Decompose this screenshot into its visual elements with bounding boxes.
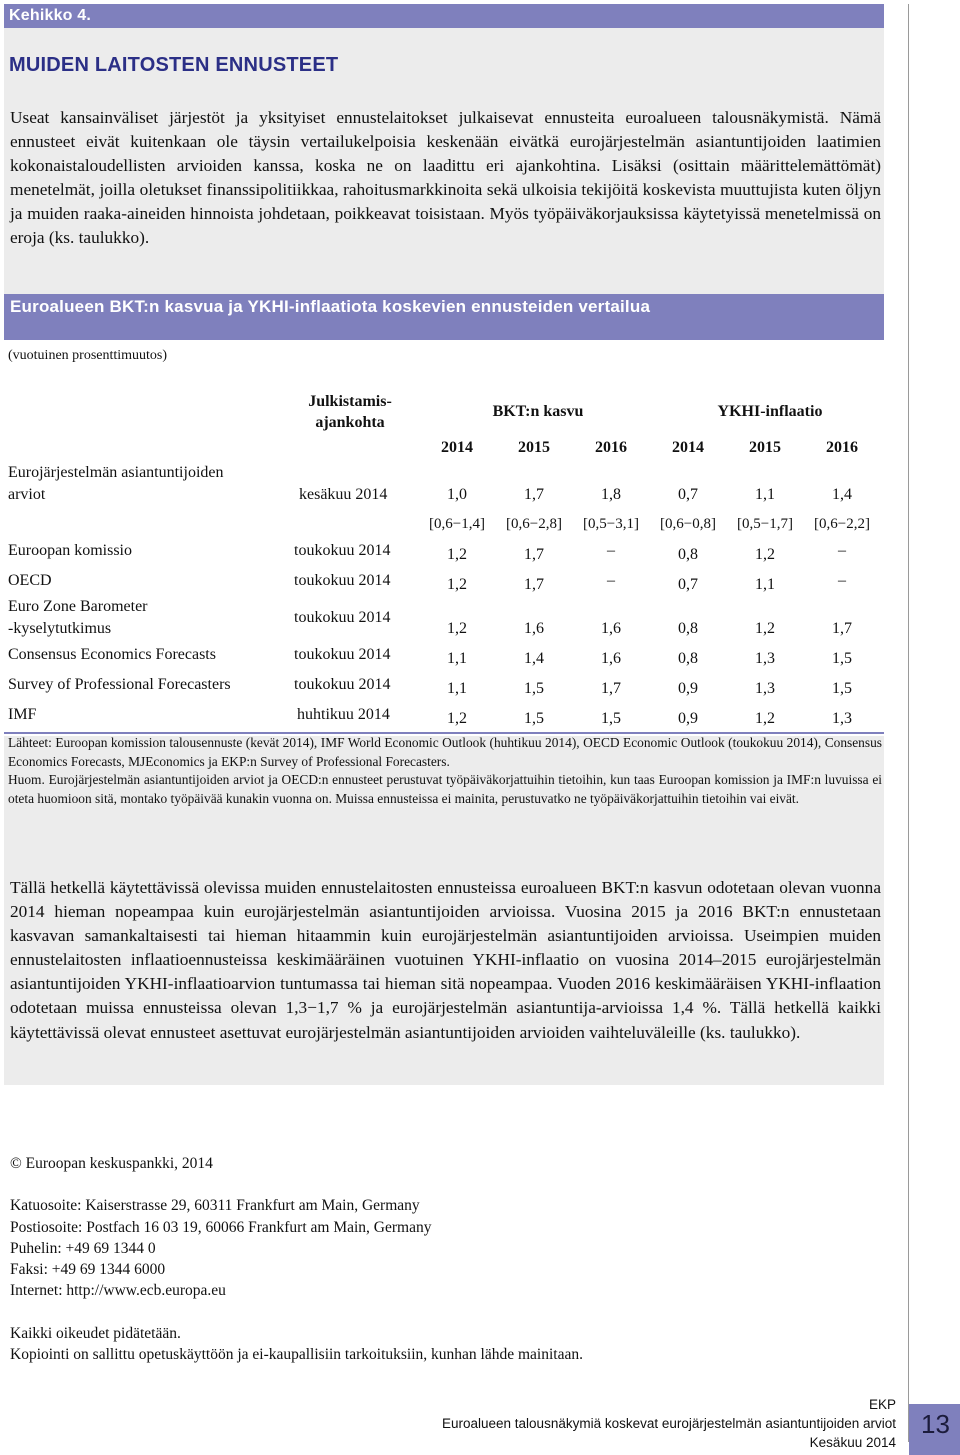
- year-header: 2016: [826, 439, 858, 456]
- table-title: Euroalueen BKT:n kasvua ja YKHI-inflaatiota koskevien ennusteiden vertailua: [10, 297, 651, 316]
- table-cell: 0,7: [678, 486, 698, 503]
- row-date: toukokuu 2014: [294, 676, 391, 693]
- table-cell: 1,6: [524, 620, 544, 637]
- table-cell: 1,5: [601, 710, 621, 727]
- table-note: Huom. Eurojärjestelmän asiantuntijoiden arviot ja OECD:n ennusteet perustuvat työpäiväkorjattuihin tietoihin, kun taas Euroopan komission ja IMF:n luvuissa ei oteta huomioon sitä, montako työpäivää kunakin vuonna on. Muissa ennusteissa ei mainita, perustuvatko ne työpäiväkorjattuihin tietoihin vai eivät.: [8, 772, 882, 806]
- table-cell: 1,7: [524, 546, 544, 563]
- table-cell: 1,3: [755, 680, 775, 697]
- row-date: toukokuu 2014: [294, 646, 391, 663]
- table-cell: 1,7: [524, 576, 544, 593]
- row-name: Survey of Professional Forecasters: [8, 676, 231, 693]
- year-header: 2016: [595, 439, 627, 456]
- row-date: huhtikuu 2014: [297, 706, 390, 723]
- table-cell: 0,8: [678, 620, 698, 637]
- table-cell: –: [607, 542, 615, 559]
- row-date: toukokuu 2014: [294, 542, 391, 559]
- row-date: toukokuu 2014: [294, 572, 391, 589]
- table-cell: –: [607, 572, 615, 589]
- footer-publication: Euroalueen talousnäkymiä koskevat eurojärjestelmän asiantuntijoiden arviot: [441, 1416, 896, 1431]
- row-name: OECD: [8, 572, 52, 589]
- footer-org: EKP: [868, 1397, 896, 1412]
- chapter-bar: [4, 4, 884, 28]
- section-title: MUIDEN LAITOSTEN ENNUSTEET: [9, 54, 339, 76]
- table-cell: 1,5: [524, 710, 544, 727]
- margin-rule: [908, 4, 909, 1442]
- copyright: © Euroopan keskuspankki, 2014: [10, 1155, 213, 1172]
- internet-link[interactable]: Internet: http://www.ecb.europa.eu: [10, 1282, 226, 1299]
- row-date: toukokuu 2014: [294, 609, 391, 626]
- table-cell: 1,1: [755, 576, 775, 593]
- table-cell: 1,2: [755, 710, 775, 727]
- range-cell: [0,5−3,1]: [583, 516, 639, 532]
- table-cell: 1,2: [447, 546, 467, 563]
- row-name-line2: -kyselytutkimus: [8, 620, 112, 637]
- footer-date: Kesäkuu 2014: [809, 1435, 896, 1450]
- table-cell: 1,3: [832, 710, 852, 727]
- range-cell: [0,6−0,8]: [660, 516, 716, 532]
- table-cell: 0,9: [678, 680, 698, 697]
- table-cell: –: [838, 542, 846, 559]
- table-cell: 1,8: [601, 486, 621, 503]
- header-gdp: BKT:n kasvu: [492, 403, 584, 420]
- range-cell: [0,6−1,4]: [429, 516, 485, 532]
- table-cell: 1,0: [447, 486, 467, 503]
- fax: Faksi: +49 69 1344 6000: [10, 1261, 166, 1278]
- table-cell: 1,4: [524, 650, 544, 667]
- table-cell: 1,1: [447, 650, 467, 667]
- postal-address: Postiosoite: Postfach 16 03 19, 60066 Frankfurt am Main, Germany: [10, 1219, 432, 1236]
- table-cell: 1,2: [447, 576, 467, 593]
- closing-paragraph: Tällä hetkellä käytettävissä olevissa muiden ennustelaitosten ennusteissa euroalueen BKT:n kasvun odotetaan olevan vuonna 2014 hieman nopeampaa kuin eurojärjestelmän asiantuntijoiden arvioissa. Vuosina 2015 ja 2016 BKT:n ennustetaan kasvavan samankaltaisesti tai hieman hitaammin kuin eurojärjestelmän asiantuntijoiden arvioissa. Useimpien muiden ennustelaitosten inflaatioennusteissa keskimääräinen vuotuinen YKHI-inflaatio on vuosina 2014–2015 eurojärjestelmän asiantuntijoiden YKHI-inflaatioarvion tuntumassa tai hieman sitä nopeampaa. Vuoden 2016 keskimääräisen YKHI-inflaation odotetaan muissa ennusteissa olevan 1,3−1,7 % ja eurojärjestelmän asiantuntija-arvioissa 1,4 %. Tällä hetkellä kaikki käytettävissä olevat ennusteet asettuvat eurojärjestelmän asiantuntijoiden arvioiden vaihteluväleille (ks. taulukko).: [10, 878, 881, 1042]
- table-cell: 0,8: [678, 650, 698, 667]
- table-unit: (vuotuinen prosenttimuutos): [8, 348, 168, 363]
- table-cell: 1,2: [447, 710, 467, 727]
- header-date-line1: Julkistamis-: [308, 393, 392, 410]
- table-cell: 1,7: [601, 680, 621, 697]
- year-header: 2015: [518, 439, 550, 456]
- row-name-line2: arviot: [8, 486, 46, 503]
- table-sources: Lähteet: Euroopan komission talousennuste (kevät 2014), IMF World Economic Outlook (huhtikuu 2014), OECD Economic Outlook (toukokuu 2014), Consensus Economics Forecasts, MJEconomics ja EKP:n Survey of Professional Forecasters.: [8, 735, 882, 769]
- chapter-label: Kehikko 4.: [9, 7, 92, 24]
- table-cell: 1,6: [601, 620, 621, 637]
- row-name: Euroopan komissio: [8, 542, 132, 559]
- street-address: Katuosoite: Kaiserstrasse 29, 60311 Frankfurt am Main, Germany: [10, 1197, 420, 1214]
- header-hicp: YKHI-inflaatio: [717, 403, 823, 420]
- table-cell: 0,9: [678, 710, 698, 727]
- year-header: 2015: [749, 439, 781, 456]
- range-cell: [0,6−2,2]: [814, 516, 870, 532]
- copying-statement: Kopiointi on sallittu opetuskäyttöön ja ei-kaupallisiin tarkoituksiin, kunhan lähde mainitaan.: [10, 1346, 583, 1363]
- year-header: 2014: [672, 439, 704, 456]
- table-cell: 1,6: [601, 650, 621, 667]
- table-cell: 1,5: [832, 680, 852, 697]
- table-cell: 1,7: [832, 620, 852, 637]
- row-name: Eurojärjestelmän asiantuntijoiden: [8, 464, 224, 481]
- header-date-line2: ajankohta: [315, 414, 385, 431]
- table-cell: 1,1: [447, 680, 467, 697]
- table-cell: 0,7: [678, 576, 698, 593]
- table-cell: 1,4: [832, 486, 852, 503]
- year-header: 2014: [441, 439, 473, 456]
- table-cell: 1,7: [524, 486, 544, 503]
- table-cell: 1,3: [755, 650, 775, 667]
- rights-statement: Kaikki oikeudet pidätetään.: [10, 1325, 181, 1342]
- table-cell: 1,5: [832, 650, 852, 667]
- row-name: Euro Zone Barometer: [8, 598, 148, 615]
- page-number: 13: [921, 1409, 950, 1439]
- phone: Puhelin: +49 69 1344 0: [10, 1240, 156, 1257]
- row-name: Consensus Economics Forecasts: [8, 646, 216, 663]
- table-cell: –: [838, 572, 846, 589]
- range-cell: [0,6−2,8]: [506, 516, 562, 532]
- table-cell: 1,2: [755, 620, 775, 637]
- table-cell: 1,1: [755, 486, 775, 503]
- table-cell: 1,5: [524, 680, 544, 697]
- intro-paragraph: Useat kansainväliset järjestöt ja yksityiset ennustelaitokset julkaisevat ennusteita euroalueen talousnäkymistä. Nämä ennusteet eivät kuitenkaan ole täysin vertailukelpoisia keskenään eivätkä eurojärjestelmän asiantuntijoiden laatimien kokonaistaloudellisten arvioiden kanssa, koska ne on laadittu eri ajankohtina. Lisäksi (osittain määrittelemättömät) menetelmät, joilla oletukset finanssipolitiikkaa, rahoitusmarkkinoita sekä ulkoisia tekijöitä koskevista muuttujista kuten öljyn ja muiden raaka-aineiden hinnoista johdetaan, poikkeavat toisistaan. Myös työpäiväkorjauksissa käytetyissä menetelmissä on eroja (ks. taulukko).: [10, 108, 881, 248]
- table-cell: 1,2: [755, 546, 775, 563]
- range-cell: [0,5−1,7]: [737, 516, 793, 532]
- table-cell: 0,8: [678, 546, 698, 563]
- table-cell: 1,2: [447, 620, 467, 637]
- row-name: IMF: [8, 706, 37, 723]
- row-date: kesäkuu 2014: [299, 486, 388, 503]
